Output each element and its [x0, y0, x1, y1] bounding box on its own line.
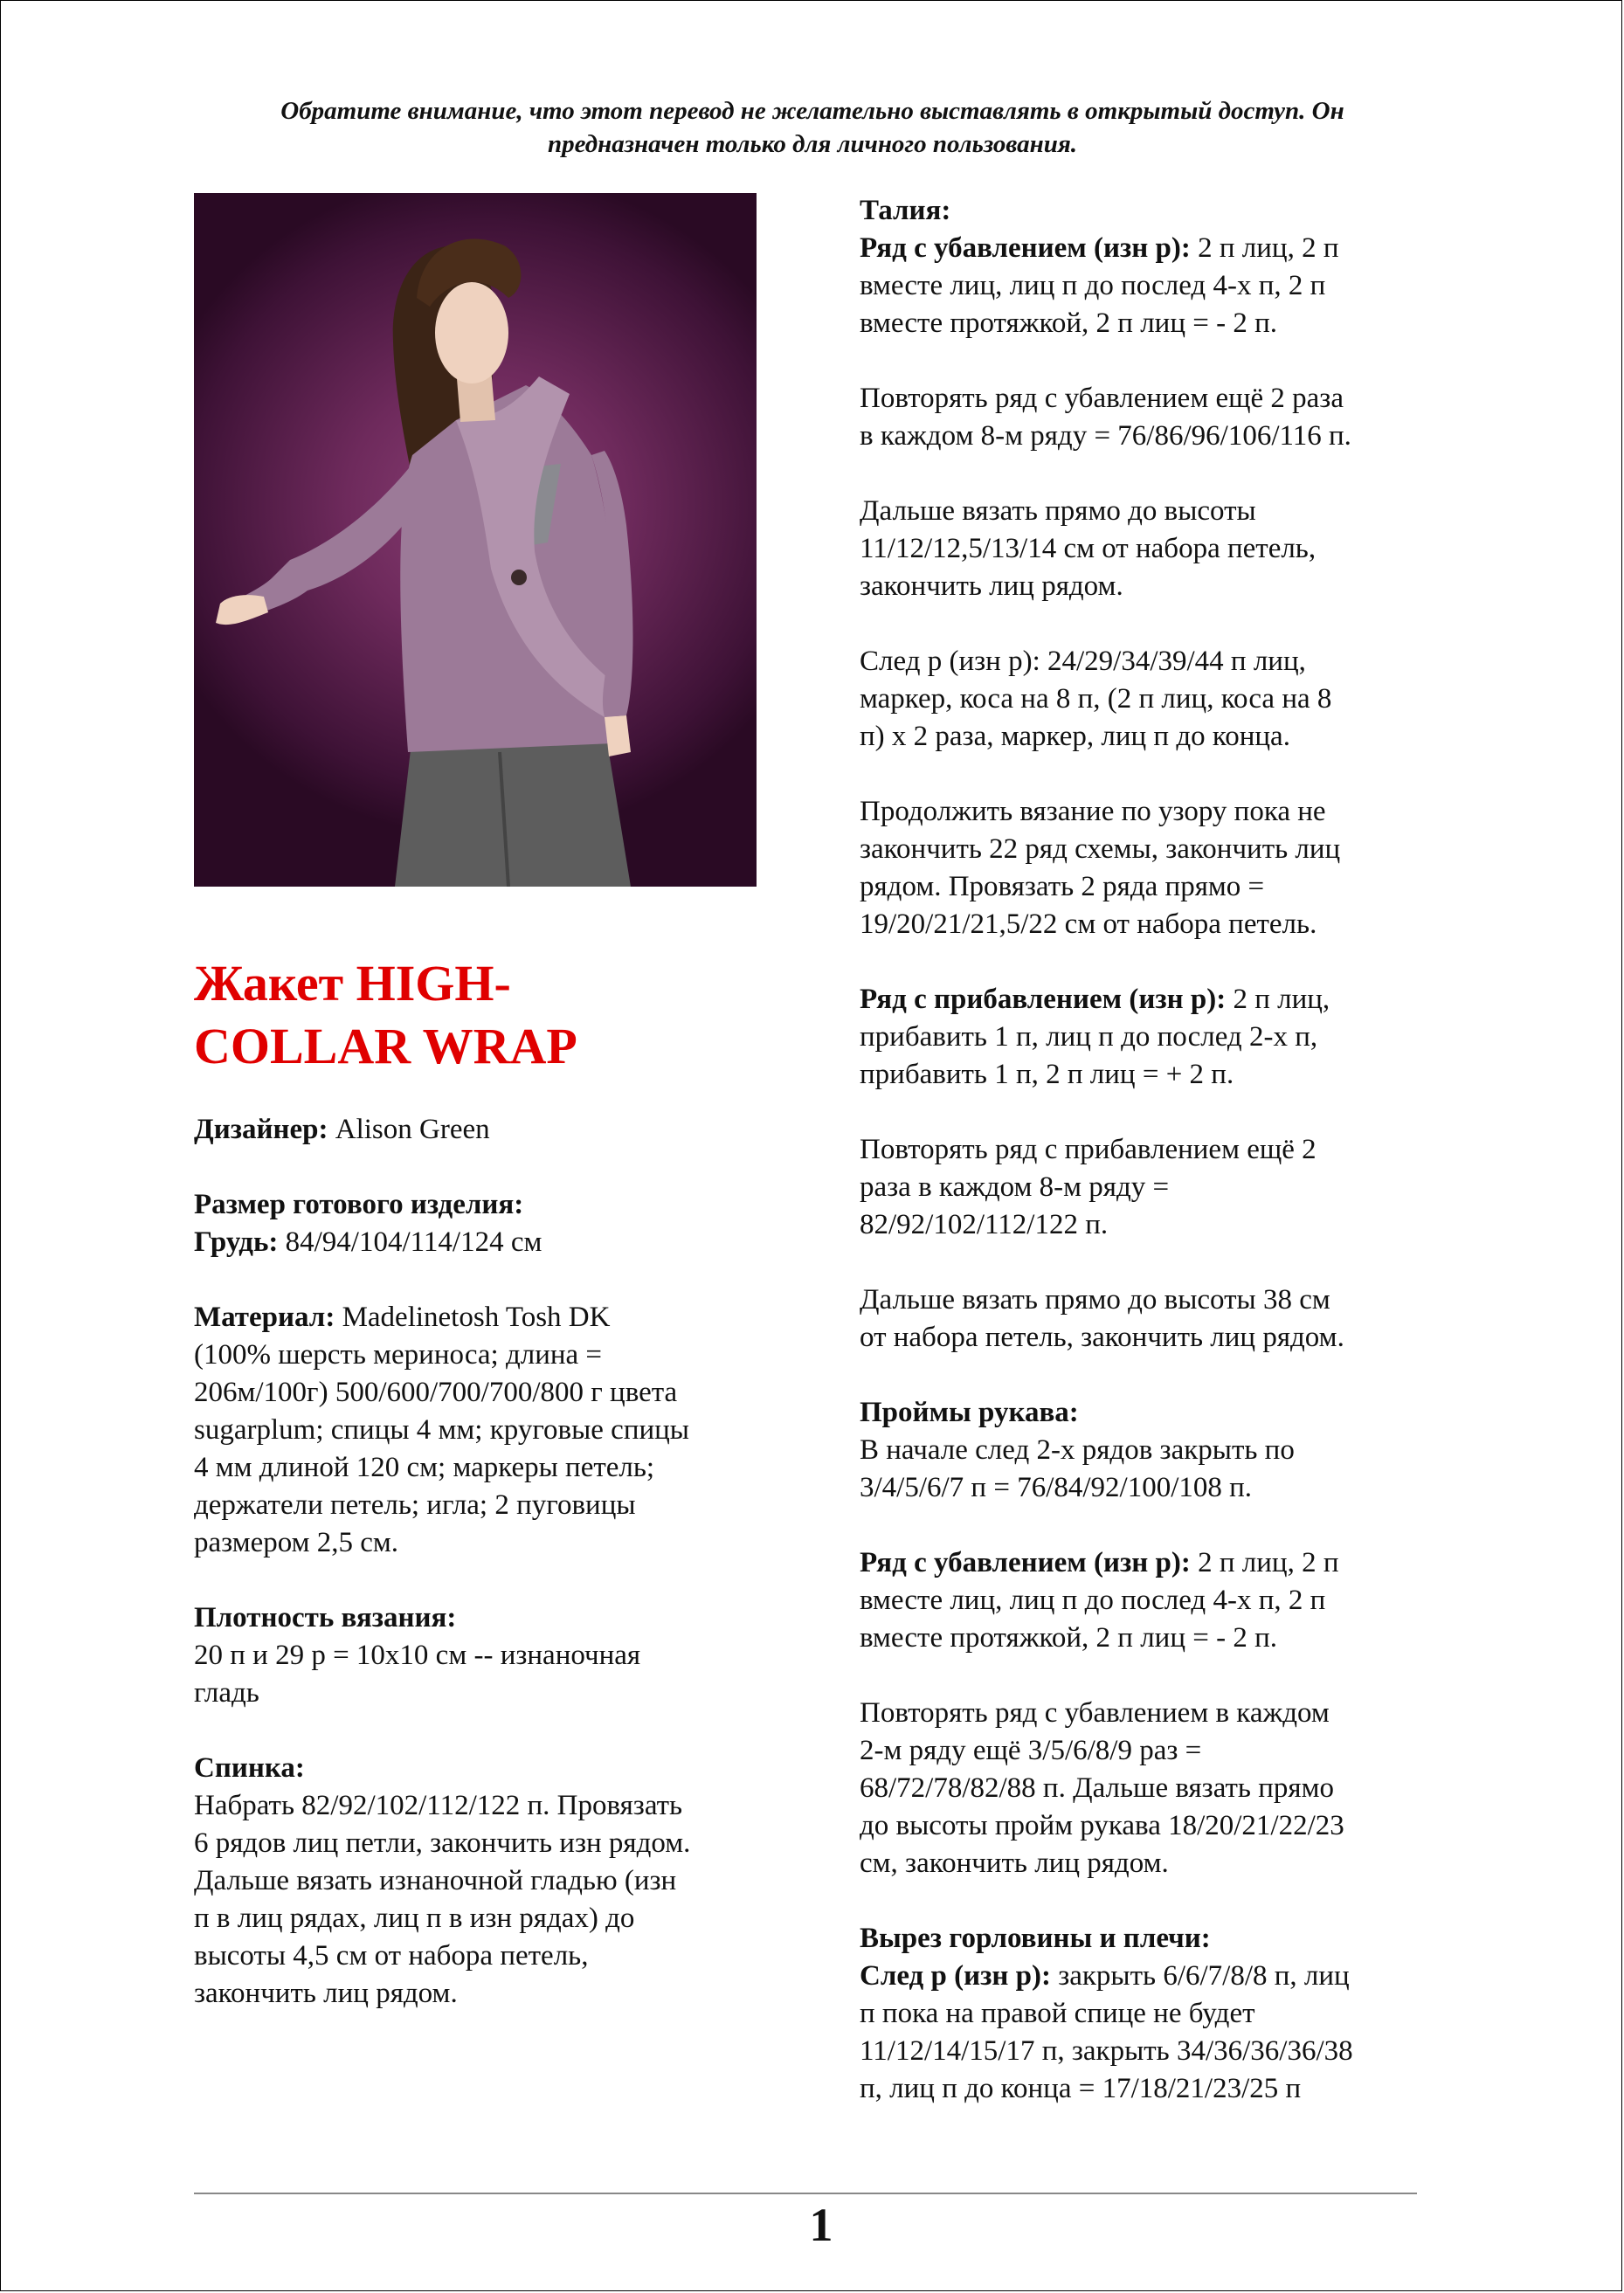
repeat-increase-paragraph — [860, 1131, 1436, 1244]
decrease-row-value: 2 п лиц, 2 п — [1190, 232, 1339, 264]
neck-row-line — [860, 1958, 1436, 1995]
text-line: закончить лиц рядом. — [860, 570, 1123, 602]
designer-line — [194, 1111, 771, 1149]
model-photo — [194, 193, 757, 887]
text-line: до высоты пройм рукава 18/20/21/22/23 — [860, 1810, 1344, 1841]
gauge-heading: Плотность вязания: — [194, 1602, 457, 1633]
straight-knit-paragraph — [860, 493, 1436, 605]
waist-section — [860, 192, 1436, 342]
waist-heading: Талия: — [860, 195, 951, 226]
armhole-decrease-section — [860, 1544, 1436, 1657]
text-line: След р (изн р): 24/29/34/39/44 п лиц, — [860, 646, 1306, 677]
model-illustration — [194, 193, 757, 887]
material-label: Материал: — [194, 1302, 335, 1333]
increase-row-value: 2 п лиц, — [1226, 984, 1330, 1015]
neck-heading: Вырез горловины и плечи: — [860, 1923, 1211, 1954]
pattern-title — [194, 952, 753, 1078]
designer-section — [194, 1111, 771, 1149]
waist-decrease-line — [860, 230, 1436, 267]
material-line — [194, 1299, 771, 1336]
designer-label: Дизайнер: — [194, 1114, 328, 1145]
repeat-decrease-paragraph — [860, 380, 1436, 455]
neck-row-label: След р (изн р): — [860, 1960, 1051, 1992]
notice-line-1: Обратите внимание, что этот перевод не желательно выставлять в открытый доступ. Он — [280, 97, 1344, 125]
text-line: прибавить 1 п, лиц п до послед 2-х п, — [860, 1021, 1318, 1053]
text-line: 68/72/78/82/88 п. Дальше вязать прямо — [860, 1772, 1334, 1804]
text-line: Повторять ряд с убавлением в каждом — [860, 1697, 1330, 1729]
text-line: вместе протяжкой, 2 п лиц = - 2 п. — [860, 1622, 1278, 1654]
text-line: п пока на правой спице не будет — [860, 1998, 1255, 2029]
material-text-line: держатели петель; игла; 2 пуговицы — [194, 1489, 636, 1521]
back-text-line: п в лиц рядах, лиц п в изн рядах) до — [194, 1903, 635, 1934]
text-line: Дальше вязать прямо до высоты 38 см — [860, 1284, 1330, 1316]
text-line: 3/4/5/6/7 п = 76/84/92/100/108 п. — [860, 1472, 1253, 1503]
waist-text-line: вместе протяжкой, 2 п лиц = - 2 п. — [860, 307, 1278, 339]
text-line: 11/12/12,5/13/14 см от набора петель, — [860, 533, 1316, 564]
back-text-line: высоты 4,5 см от набора петель, — [194, 1940, 589, 1972]
text-line: см, закончить лиц рядом. — [860, 1848, 1169, 1879]
text-line: рядом. Провязать 2 ряда прямо = — [860, 871, 1265, 902]
back-text-line: 6 рядов лиц петли, закончить изн рядом. — [194, 1827, 691, 1859]
page-number: 1 — [809, 2199, 833, 2251]
armholes-section — [860, 1394, 1436, 1507]
text-line: раза в каждом 8-м ряду = — [860, 1171, 1170, 1203]
increase-row-label: Ряд с прибавлением (изн р): — [860, 984, 1227, 1015]
back-text-line: Дальше вязать изнаночной гладью (изн — [194, 1865, 677, 1896]
chest-value: 84/94/104/114/124 см — [278, 1226, 542, 1258]
gauge-section — [194, 1599, 771, 1712]
material-text-line: 4 мм длиной 120 см; маркеры петель; — [194, 1452, 655, 1483]
decrease-row-value: 2 п лиц, 2 п — [1190, 1547, 1339, 1578]
notice-line-2: предназначен только для личного пользования. — [547, 130, 1078, 158]
neck-row-value: закрыть 6/6/7/8/8 п, лиц — [1050, 1960, 1350, 1992]
text-line: от набора петель, закончить лиц рядом. — [860, 1322, 1344, 1353]
material-text-line: 206м/100г) 500/600/700/700/800 г цвета — [194, 1377, 678, 1408]
designer-value: Alison Green — [328, 1114, 490, 1145]
title-line-1: Жакет HIGH- — [194, 955, 511, 1012]
neck-shoulders-section — [860, 1920, 1436, 2108]
cable-setup-paragraph — [860, 643, 1436, 756]
text-line: в каждом 8-м ряду = 76/86/96/106/116 п. — [860, 420, 1351, 452]
back-section — [194, 1750, 771, 2013]
material-text-line: размером 2,5 см. — [194, 1527, 399, 1558]
right-column — [860, 192, 1436, 2145]
armholes-heading: Проймы рукава: — [860, 1397, 1079, 1428]
title-line-2: COLLAR WRAP — [194, 1018, 577, 1074]
repeat-armhole-decrease-paragraph — [860, 1695, 1436, 1882]
text-line: 82/92/102/112/122 п. — [860, 1209, 1109, 1240]
increase-row-line — [860, 981, 1436, 1019]
decrease-row-line — [860, 1544, 1436, 1582]
text-line: Дальше вязать прямо до высоты — [860, 495, 1256, 527]
gauge-text-line: гладь — [194, 1677, 259, 1709]
text-line: маркер, коса на 8 п, (2 п лиц, коса на 8 — [860, 683, 1332, 715]
gauge-text-line: 20 п и 29 р = 10x10 см -- изнаночная — [194, 1640, 641, 1671]
text-line: 11/12/14/15/17 п, закрыть 34/36/36/36/38 — [860, 2035, 1353, 2067]
material-section — [194, 1299, 771, 1562]
text-line: Повторять ряд с прибавлением ещё 2 — [860, 1134, 1316, 1165]
back-text-line: закончить лиц рядом. — [194, 1978, 458, 2009]
text-line: Продолжить вязание по узору пока не — [860, 796, 1326, 827]
chest-label: Грудь: — [194, 1226, 279, 1258]
text-line: 19/20/21/21,5/22 см от набора петель. — [860, 908, 1317, 940]
increase-section — [860, 981, 1436, 1094]
material-text-line: sugarplum; спицы 4 мм; круговые спицы — [194, 1414, 689, 1446]
chest-line — [194, 1224, 771, 1261]
text-line: закончить 22 ряд схемы, закончить лиц — [860, 833, 1341, 865]
size-section — [194, 1186, 771, 1261]
text-line: Повторять ряд с убавлением ещё 2 раза — [860, 383, 1344, 414]
back-heading: Спинка: — [194, 1752, 305, 1784]
decrease-row-label: Ряд с убавлением (изн р): — [860, 1547, 1191, 1578]
text-line: В начале след 2-х рядов закрыть по — [860, 1434, 1295, 1466]
text-line: п, лиц п до конца = 17/18/21/23/25 п — [860, 2073, 1302, 2104]
waist-text-line: вместе лиц, лиц п до послед 4-х п, 2 п — [860, 270, 1326, 301]
text-line: вместе лиц, лиц п до послед 4-х п, 2 п — [860, 1585, 1326, 1616]
back-text-line: Набрать 82/92/102/112/122 п. Провязать — [194, 1790, 683, 1821]
decrease-row-label: Ряд с убавлением (изн р): — [860, 232, 1191, 264]
text-line: 2-м ряду ещё 3/5/6/8/9 раз = — [860, 1735, 1202, 1766]
material-value: Madelinetosh Tosh DK — [335, 1302, 611, 1333]
copyright-notice — [201, 94, 1424, 161]
material-text-line: (100% шерсть мериноса; длина = — [194, 1339, 603, 1371]
left-column — [194, 1111, 771, 2050]
pattern-continue-paragraph — [860, 793, 1436, 943]
straight-to-38-paragraph — [860, 1281, 1436, 1357]
text-line: прибавить 1 п, 2 п лиц = + 2 п. — [860, 1059, 1234, 1090]
text-line: п) х 2 раза, маркер, лиц п до конца. — [860, 721, 1290, 752]
size-heading: Размер готового изделия: — [194, 1189, 524, 1220]
